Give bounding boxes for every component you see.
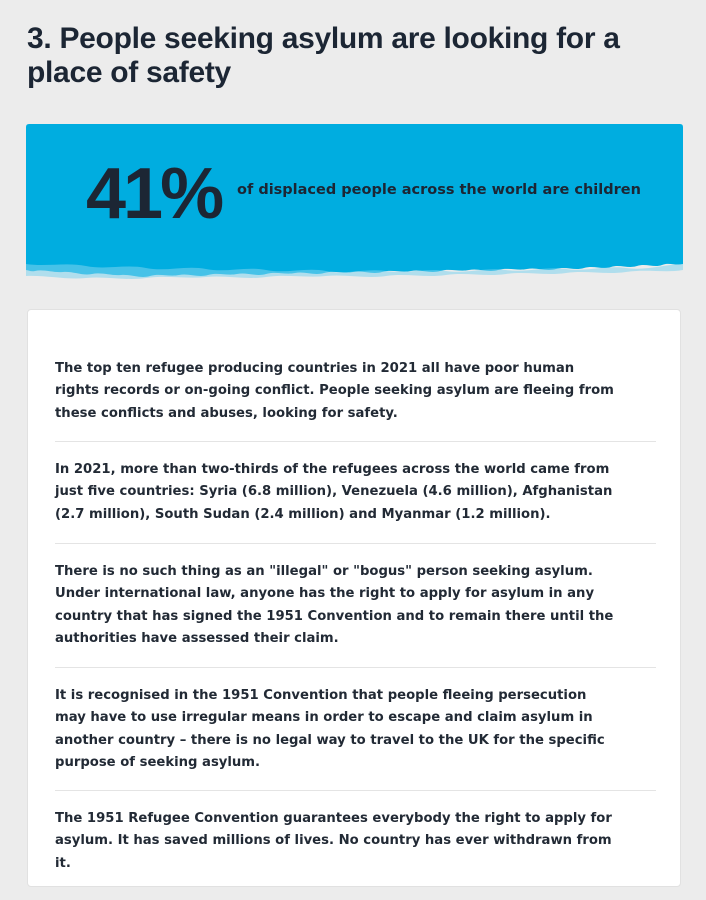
stat-banner (26, 124, 683, 284)
divider (55, 790, 656, 791)
stat-percentage: 41% (86, 154, 222, 234)
divider (55, 543, 656, 544)
fact-paragraph: In 2021, more than two-thirds of the refugees across the world came from just five countries: Syria (6.8 million), Venezuela (4.6 million), Afghanistan (2.7 million), South Sudan (2.4 million) and Myanmar (1.2 million). (55, 462, 613, 522)
facts-card (27, 309, 681, 887)
divider (55, 667, 656, 668)
stat-caption: of displaced people across the world are children (237, 182, 641, 198)
fact-paragraph: The 1951 Refugee Convention guarantees everybody the right to apply for asylum. It has saved millions of lives. No country has ever withdrawn from it. (55, 811, 612, 871)
page-title: 3. People seeking asylum are looking for a place of safety (27, 22, 620, 89)
divider (55, 441, 656, 442)
fact-paragraph: The top ten refugee producing countries in 2021 all have poor human rights records or on-going conflict. People seeking asylum are fleeing from these conflicts and abuses, looking for safety. (55, 361, 614, 421)
fact-paragraph: There is no such thing as an "illegal" or "bogus" person seeking asylum. Under international law, anyone has the right to apply for asylum in any country that has signed the 1951 Convention and to remain there until the authorities have assessed their claim. (55, 564, 614, 646)
fact-paragraph: It is recognised in the 1951 Convention that people fleeing persecution may have to use irregular means in order to escape and claim asylum in another country – there is no legal way to travel to the UK for the specific purpose of seeking asylum. (55, 688, 605, 770)
